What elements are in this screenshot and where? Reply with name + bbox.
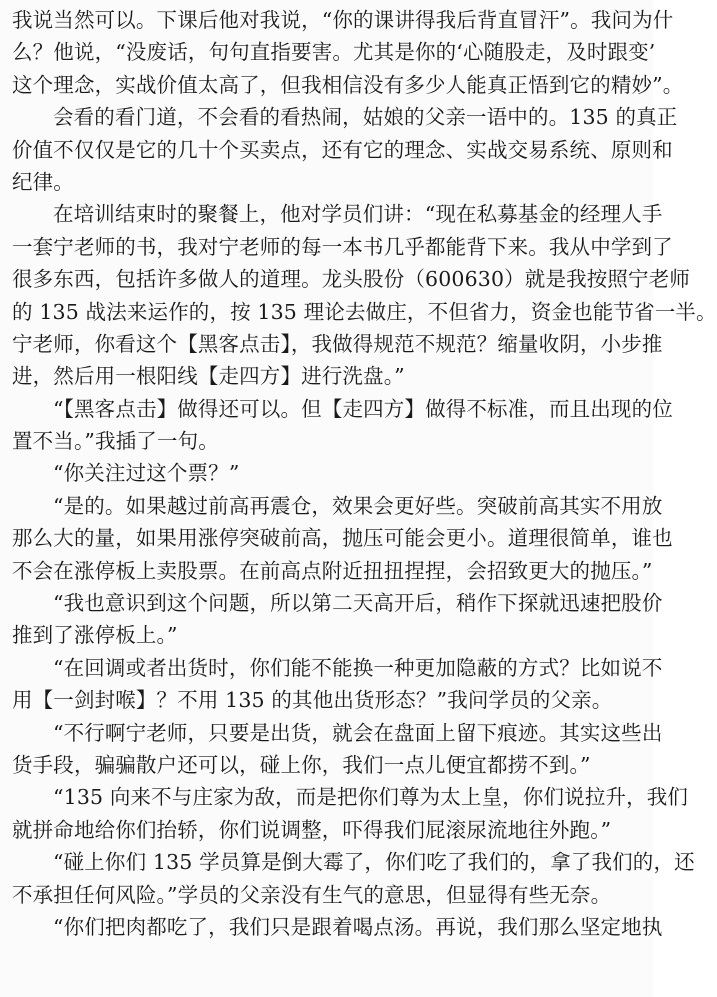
text-line: 宁老师，你看这个【黑客点击】，我做得规范不规范？缩量收阴，小步推 <box>12 331 663 356</box>
text-line: 么？他说，“没废话，句句直指要害。尤其是你的‘心随股走，及时跟变’ <box>12 40 656 65</box>
text-line: 用【一剑封喉】？不用 135 的其他出货形态？”我问学员的父亲。 <box>12 688 613 713</box>
text-line: 很多东西，包括许多做人的道理。龙头股份（600630）就是我按照宁老师 <box>12 267 691 292</box>
text-line: 我说当然可以。下课后他对我说，“你的课讲得我后背直冒汗”。我问为什 <box>12 8 674 32</box>
text-line: 一套宁老师的书，我对宁老师的每一本书几乎都能背下来。我从中学到了 <box>12 234 673 259</box>
text-line: 货手段，骗骗散户还可以，碰上你，我们一点儿便宜都捞不到。” <box>12 752 591 777</box>
text-line: 这个理念，实战价值太高了，但我相信没有多少人能真正悟到它的精妙”。 <box>12 72 684 97</box>
text-line: 进，然后用一根阳线【走四方】进行洗盘。” <box>12 364 405 389</box>
text-line: 推到了涨停板上。” <box>12 623 178 648</box>
text-line: 置不当。”我插了一句。 <box>12 429 219 454</box>
text-line: “碰上你们 135 学员算是倒大霉了，你们吃了我们的，拿了我们的，还 <box>53 850 695 875</box>
text-line: “我也意识到这个问题，所以第二天高开后，稍作下探就迅速把股价 <box>53 591 663 616</box>
text-line: 不承担任何风险。”学员的父亲没有生气的意思，但显得有些无奈。 <box>12 882 612 907</box>
text-line: 不会在涨停板上卖股票。在前高点附近扭扭捏捏，会招致更大的抛压。” <box>12 558 653 583</box>
text-line: “你关注过这个票？” <box>53 461 240 486</box>
text-line: “是的。如果越过前高再震仓，效果会更好些。突破前高其实不用放 <box>53 493 663 518</box>
text-line: 在培训结束时的聚餐上，他对学员们讲：“现在私募基金的经理人手 <box>53 202 663 227</box>
text-line: “不行啊宁老师，只要是出货，就会在盘面上留下痕迹。其实这些出 <box>53 720 663 745</box>
text-line: “135 向来不与庄家为敌，而是把你们尊为太上皇，你们说拉升，我们 <box>53 785 689 810</box>
text-line: 那么大的量，如果用涨停突破前高，抛压可能会更小。道理很简单，谁也 <box>12 526 673 551</box>
text-line: 纪律。 <box>12 169 74 194</box>
text-line: “在回调或者出货时，你们能不能换一种更加隐蔽的方式？比如说不 <box>53 655 663 680</box>
text-line: “【黑客点击】做得还可以。但【走四方】做得不标准，而且出现的位 <box>53 396 673 421</box>
text-line: 会看的看门道，不会看的看热闹，姑娘的父亲一语中的。135 的真正 <box>53 105 678 130</box>
body-text <box>12 4 717 943</box>
text-line: 就拼命地给你们抬轿，你们说调整，吓得我们屁滚尿流地往外跑。” <box>12 817 612 842</box>
text-line: 的 135 战法来运作的，按 135 理论去做庄，不但省力，资金也能节省一半。 <box>12 299 717 324</box>
text-line: “你们把肉都吃了，我们只是跟着喝点汤。再说，我们那么坚定地执 <box>53 914 663 939</box>
text-line: 价值不仅仅是它的几十个买卖点，还有它的理念、实战交易系统、原则和 <box>12 137 673 162</box>
